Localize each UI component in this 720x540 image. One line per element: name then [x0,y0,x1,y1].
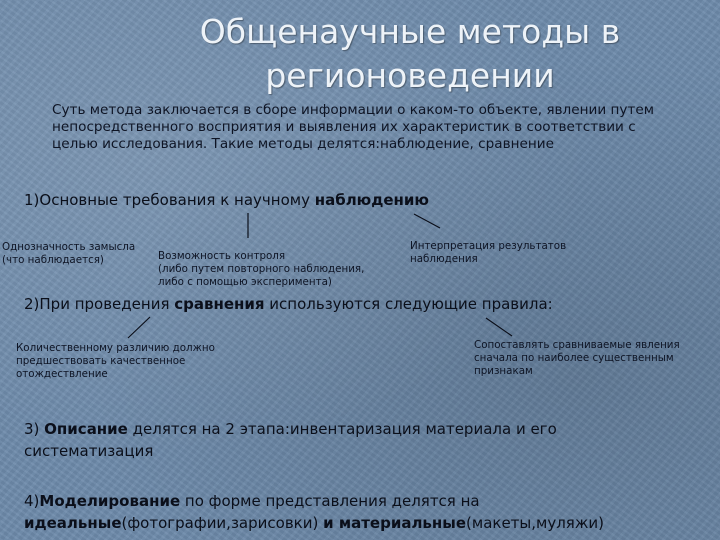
observation-item-2 [158,250,364,289]
comparison-heading-prefix: 2)При проведения [24,295,175,313]
observation-item-2-line-1: Возможность контроля [158,250,286,262]
modeling-bold-1: Моделирование [39,492,181,510]
observation-item-1 [2,241,135,267]
comparison-item-1-line-3: отождествление [16,368,108,380]
description-bold: Описание [44,420,128,438]
comparison-item-1-line-2: предшествовать качественное [16,355,186,367]
comparison-item-1 [16,342,215,381]
comparison-item-2-line-3: признакам [474,365,533,377]
observation-item-2-line-3: либо с помощью эксперимента) [158,276,332,288]
title-line-1: Общенаучные методы в [199,12,621,51]
modeling-prefix: 4) [24,492,40,510]
arrow-observation-2 [414,214,440,228]
modeling-bold-2: идеальные [24,514,122,532]
description-prefix: 3) [24,420,45,438]
comparison-heading [24,295,553,313]
description-suffix: делятся на 2 этапа:инвентаризация материала и его систематизация [24,420,557,460]
description-paragraph [24,418,684,462]
observation-item-1-line-1: Однозначность замысла [2,241,136,253]
title-line-2: регионоведении [265,56,555,95]
comparison-item-1-line-1: Количественному различию должно [16,342,215,354]
comparison-heading-suffix: используются следующие правила: [264,295,553,313]
modeling-text-2: (фотографии,зарисовки) [121,514,324,532]
observation-heading-text: 1)Основные требования к научному [24,191,315,209]
comparison-heading-bold: сравнения [174,295,265,313]
comparison-item-2-line-2: сначала по наиболее существенным [474,352,674,364]
modeling-paragraph [24,490,704,534]
comparison-item-2-line-1: Сопоставлять сравниваемые явления [474,339,680,351]
modeling-bold-3: и материальные [323,514,467,532]
arrow-comparison-2 [486,318,512,336]
modeling-text-3: (макеты,муляжи) [466,514,604,532]
observation-item-1-line-2: (что наблюдается) [2,254,104,266]
observation-heading-bold: наблюдению [314,191,430,209]
observation-item-3-line-1: Интерпретация результатов [410,240,567,252]
observation-item-3 [410,240,566,266]
intro-paragraph: Суть метода заключается в сборе информации о каком-то объекте, явлении путем непосредственного восприятия и выявления их характеристик в соответствии с целью исследования. Такие методы делятся:наблюдение, сравнение [52,102,654,152]
modeling-text-1: по форме представления делятся на [180,492,480,510]
comparison-item-2 [474,339,680,378]
observation-item-3-line-2: наблюдения [410,253,478,265]
arrow-comparison-1 [128,317,150,338]
observation-item-2-line-2: (либо путем повторного наблюдения, [158,263,365,275]
